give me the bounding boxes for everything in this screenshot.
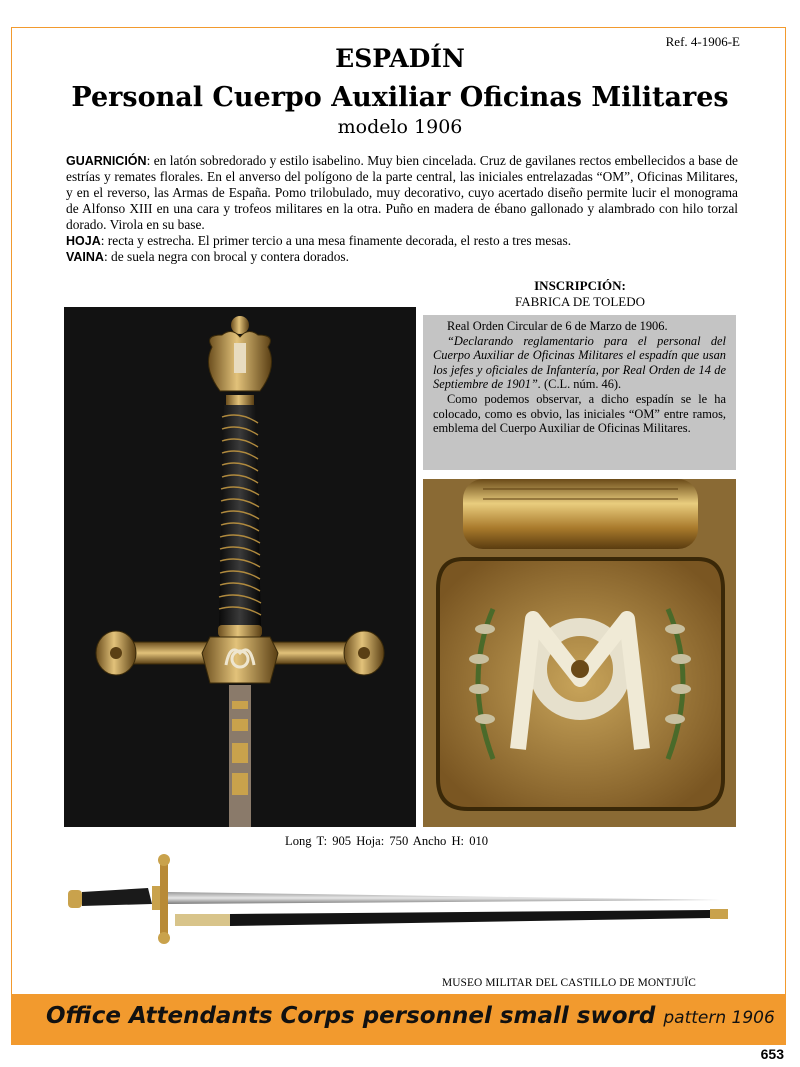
title: ESPADÍN xyxy=(335,44,465,73)
hilt-photo xyxy=(64,307,416,827)
english-title xyxy=(46,1003,775,1029)
inscription-heading: INSCRIPCIÓN: xyxy=(534,278,626,293)
monogram-photo xyxy=(423,479,736,827)
note-order: Real Orden Circular de 6 de Marzo de 1906. xyxy=(447,319,668,333)
guarnicion-text: : en latón sobredorado y estilo isabelino. Muy bien cincelada. Cruz de gavilanes rectos embellecidos a base de estrías y remates florales. En el anverso del polígono de la parte central, las iniciales entrelazadas “OM”, Oficinas Militares, y en el reverso, las Armas de España. Pomo trilobulado, muy decorativo, cuyo acertado diseño permite lucir el monograma de Alfonso XIII en una cara y trofeos militares en la otra. Puño en madera de ébano gallonado y alambrado con hilo torzal dorado. Virola en su base. xyxy=(66,153,738,232)
subtitle: Personal Cuerpo Auxiliar Oficinas Militares xyxy=(71,82,729,113)
sword-hilt-image xyxy=(64,307,416,827)
inscription xyxy=(460,278,700,310)
museum-credit: MUSEO MILITAR DEL CASTILLO DE MONTJUÏC xyxy=(442,977,696,989)
inscription-text: FABRICA DE TOLEDO xyxy=(514,294,645,309)
vaina-text: : de suela negra con brocal y contera dorados. xyxy=(103,249,349,264)
measurements: Long T: 905 Hoja: 750 Ancho H: 010 xyxy=(285,834,489,848)
om-monogram-image xyxy=(423,479,736,827)
model-year: modelo 1906 xyxy=(337,116,463,138)
historical-note xyxy=(423,315,736,470)
full-sword-image xyxy=(60,852,740,947)
guarnicion-label: GUARNICIÓN xyxy=(66,154,147,168)
english-title-banner xyxy=(11,994,786,1044)
hoja-label: HOJA xyxy=(66,234,101,248)
note-citation: (C.L. núm. 46). xyxy=(540,377,622,392)
vaina-label: VAINA xyxy=(66,250,104,264)
description xyxy=(66,153,738,265)
hoja-text: : recta y estrecha. El primer tercio a una mesa finamente decorada, el resto a tres mesas. xyxy=(100,233,572,248)
reference-number: Ref. 4-1906-E xyxy=(665,34,740,49)
english-title-text: Office Attendants Corps personnel small sword xyxy=(46,1003,656,1029)
note-quote xyxy=(433,334,726,392)
page-number: 653 xyxy=(760,1046,784,1062)
note-quote-text: “Declarando reglamentario para el personal del Cuerpo Auxiliar de Oficinas Militares el espadín que usan los jefes y oficiales de Infantería, por Real Orden de 14 de Septiembre de 1901”. xyxy=(433,333,726,392)
pattern-year: pattern 1906 xyxy=(663,1008,775,1028)
note-observation: Como podemos observar, a dicho espadín se le ha colocado, como es obvio, las iniciales “OM” entre ramos, emblema del Cuerpo Auxiliar de Oficinas Militares. xyxy=(433,391,726,436)
